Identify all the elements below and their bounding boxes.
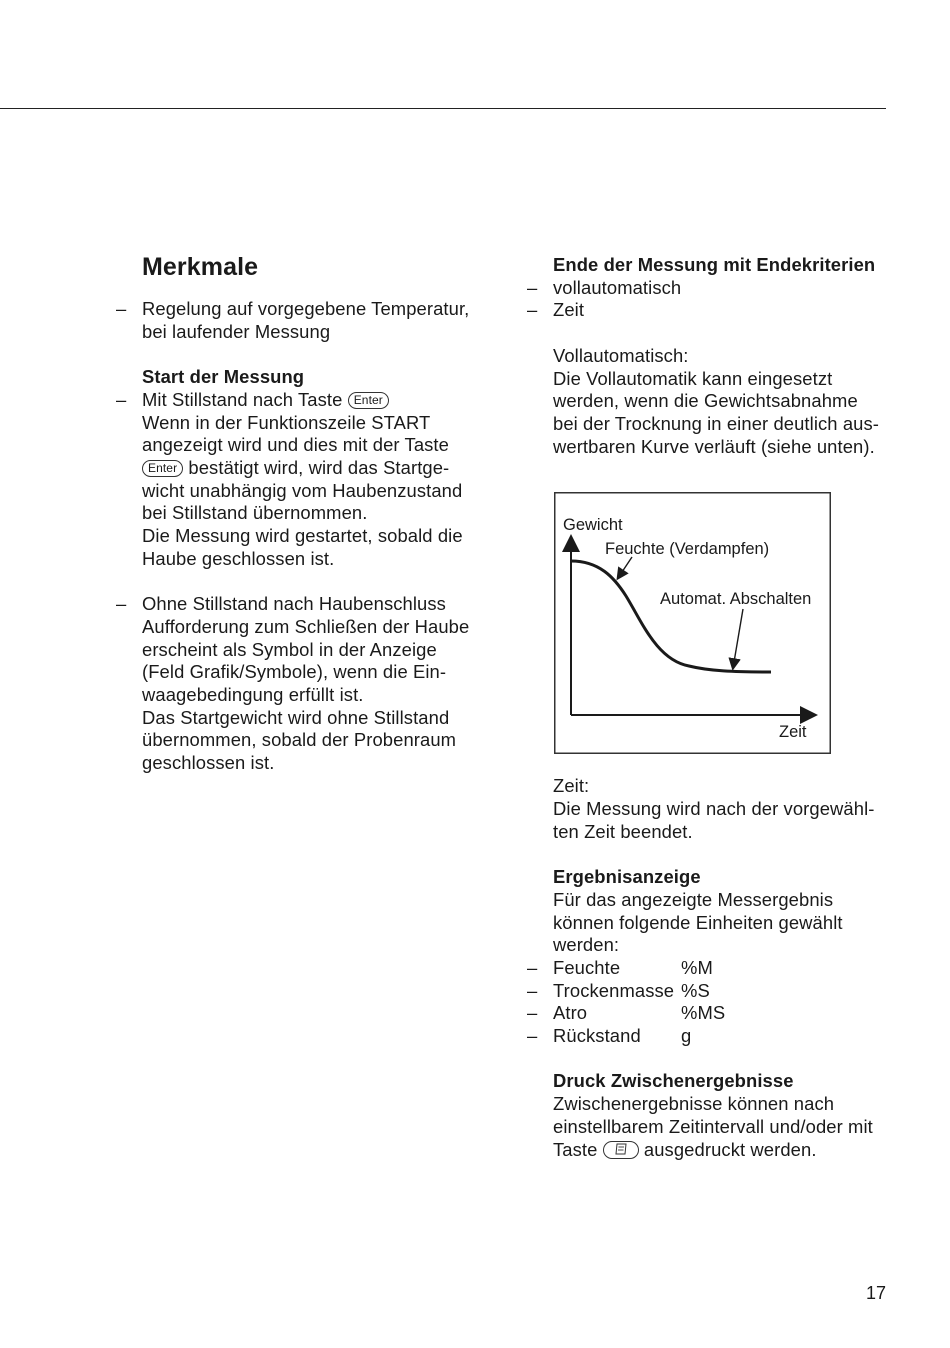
list-dash: –: [527, 1002, 538, 1024]
enter-key-icon: Enter: [348, 392, 389, 409]
annotation-abschalten: Automat. Abschalten: [660, 590, 812, 608]
list-item-ohne-stillstand: – Ohne Stillstand nach Haubenschluss Aufforderung zum Schließen der Haube erscheint als Symbol in der Anzeige (Feld Grafik/Symbole), wenn die Ein- waagebedingung erfüllt ist. Das Startgewicht wird ohne Stillstand übernommen, sobald der Probenraum geschlossen ist.: [116, 593, 470, 774]
list-dash: –: [527, 956, 538, 978]
heading-start-der-messung: Start der Messung: [142, 366, 305, 388]
list-dash: –: [116, 593, 127, 615]
list-dash: –: [116, 388, 127, 410]
annotation-feuchte: Feuchte (Verdampfen): [605, 540, 770, 558]
enter-key-icon: Enter: [142, 460, 183, 477]
heading-ergebnisanzeige: Ergebnisanzeige: [553, 866, 701, 888]
header-rule: [0, 108, 886, 109]
unit-row: – Feuchte %M: [527, 956, 713, 978]
page-number: 17: [866, 1283, 887, 1303]
list-dash: –: [527, 1025, 538, 1047]
list-item-zeit: – Zeit: [527, 299, 585, 321]
drying-curve-diagram: [554, 492, 831, 754]
section-title-merkmale: Merkmale: [142, 253, 259, 281]
heading-ende-der-messung: Ende der Messung mit Endekriterien: [553, 254, 876, 275]
drying-curve-svg: [554, 492, 831, 754]
list-item-mit-stillstand: – Mit Stillstand nach Taste Enter Wenn in der Funktionszeile START angezeigt wird und dies mit der Taste Enter bestätigt wird, wird das Startge- wicht unabhängig vom Haubenzustand bei Stillstand übernommen. Die Messung wird gestartet, sobald die Haube geschlossen ist.: [116, 388, 463, 569]
print-key-icon: [603, 1141, 639, 1159]
unit-row: – Atro %MS: [527, 1002, 726, 1024]
list-item-vollautomatisch: – vollautomatisch: [527, 276, 682, 298]
unit-row: – Trockenmasse %S: [527, 979, 710, 1001]
list-dash: –: [527, 299, 538, 321]
paragraph-zeit: Zeit: Die Messung wird nach der vorgewähl- ten Zeit beendet.: [553, 775, 875, 842]
y-axis-label: Gewicht: [563, 516, 623, 534]
list-dash: –: [116, 298, 127, 319]
left-column: [116, 252, 486, 775]
unit-row: – Rückstand g: [527, 1025, 692, 1047]
x-axis-label: Zeit: [779, 723, 807, 741]
list-dash: –: [527, 276, 538, 298]
list-dash: –: [527, 979, 538, 1001]
list-item-regelung: – Regelung auf vorgegebene Temperatur, bei laufender Messung: [116, 298, 470, 342]
paragraph-vollautomatisch: Vollautomatisch: Die Vollautomatik kann eingesetzt werden, wenn die Gewichtsabnahme bei der Trocknung in einer deutlich aus- wertbaren Kurve verläuft (siehe unten).: [553, 344, 880, 457]
paragraph-ergebnisanzeige: Für das angezeigte Messergebnis können folgende Einheiten gewählt werden:: [553, 888, 843, 956]
heading-druck-zwischenergebnisse: Druck Zwischenergebnisse: [553, 1070, 794, 1092]
paragraph-druck: Zwischenergebnisse können nach einstellbarem Zeitintervall und/oder mit Taste ausgedruckt werden.: [553, 1093, 873, 1160]
